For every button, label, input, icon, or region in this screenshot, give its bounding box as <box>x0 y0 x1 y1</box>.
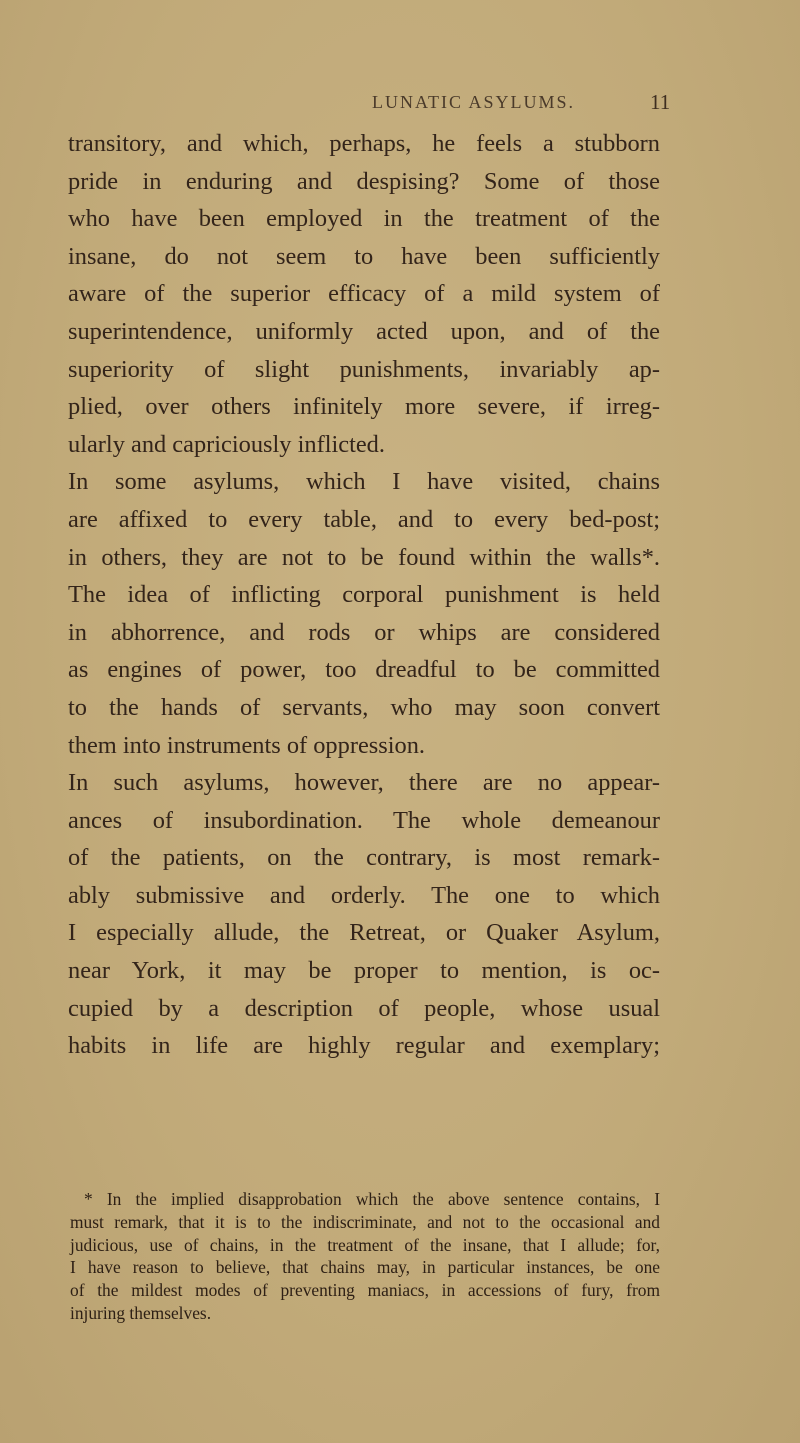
body-line: habits in life are highly regular and exemplary; <box>68 1032 660 1060</box>
running-head <box>0 92 800 122</box>
body-line: plied, over others infinitely more severe, if irreg- <box>68 393 660 421</box>
body-line: as engines of power, too dreadful to be committed <box>68 656 660 684</box>
footnote-line: judicious, use of chains, in the treatment of the insane, that I allude; for, <box>70 1234 660 1255</box>
body-line: are affixed to every table, and to every bed-post; <box>68 505 660 533</box>
running-title: LUNATIC ASYLUMS. <box>372 92 576 112</box>
footnote-line: I have reason to believe, that chains may, in particular instances, be one <box>70 1257 660 1278</box>
body-line: them into instruments of oppression. <box>68 731 426 759</box>
body-line: transitory, and which, perhaps, he feels a stubborn <box>68 130 660 157</box>
body-text <box>68 125 660 1065</box>
body-line: aware of the superior efficacy of a mild system of <box>68 280 660 308</box>
body-line: to the hands of servants, who may soon convert <box>68 693 660 721</box>
body-line: in others, they are not to be found within the walls*. <box>68 543 660 571</box>
body-line: who have been employed in the treatment of the <box>68 205 660 233</box>
body-line: ularly and capriciously inflicted. <box>68 430 385 458</box>
body-line: pride in enduring and despising? Some of those <box>68 167 660 195</box>
body-line: near York, it may be proper to mention, is oc- <box>68 957 660 985</box>
footnote-line: of the mildest modes of preventing maniacs, in accessions of fury, from <box>70 1280 660 1301</box>
body-line: insane, do not seem to have been sufficiently <box>68 242 660 270</box>
body-line: in abhorrence, and rods or whips are considered <box>68 618 660 646</box>
body-line: ably submissive and orderly. The one to which <box>68 881 660 909</box>
body-line: cupied by a description of people, whose usual <box>68 994 660 1022</box>
body-line: superiority of slight punishments, invariably ap- <box>68 355 660 383</box>
body-line: ances of insubordination. The whole demeanour <box>68 806 660 834</box>
body-line: The idea of inflicting corporal punishment is held <box>68 581 660 609</box>
page-number: 11 <box>650 90 671 114</box>
footnote <box>70 1188 660 1325</box>
paragraph-start: In some asylums, which I have visited, chains <box>68 468 660 496</box>
paragraph-start: In such asylums, however, there are no appear- <box>68 769 660 797</box>
body-line: of the patients, on the contrary, is most remark- <box>68 844 660 872</box>
footnote-line: injuring themselves. <box>70 1302 212 1323</box>
footnote-line: * In the implied disapprobation which the above sentence contains, I <box>84 1189 660 1209</box>
body-line: I especially allude, the Retreat, or Quaker Asylum, <box>68 919 660 947</box>
footnote-line: must remark, that it is to the indiscriminate, and not to the occasional and <box>70 1211 660 1232</box>
body-line: superintendence, uniformly acted upon, and of the <box>68 317 660 345</box>
